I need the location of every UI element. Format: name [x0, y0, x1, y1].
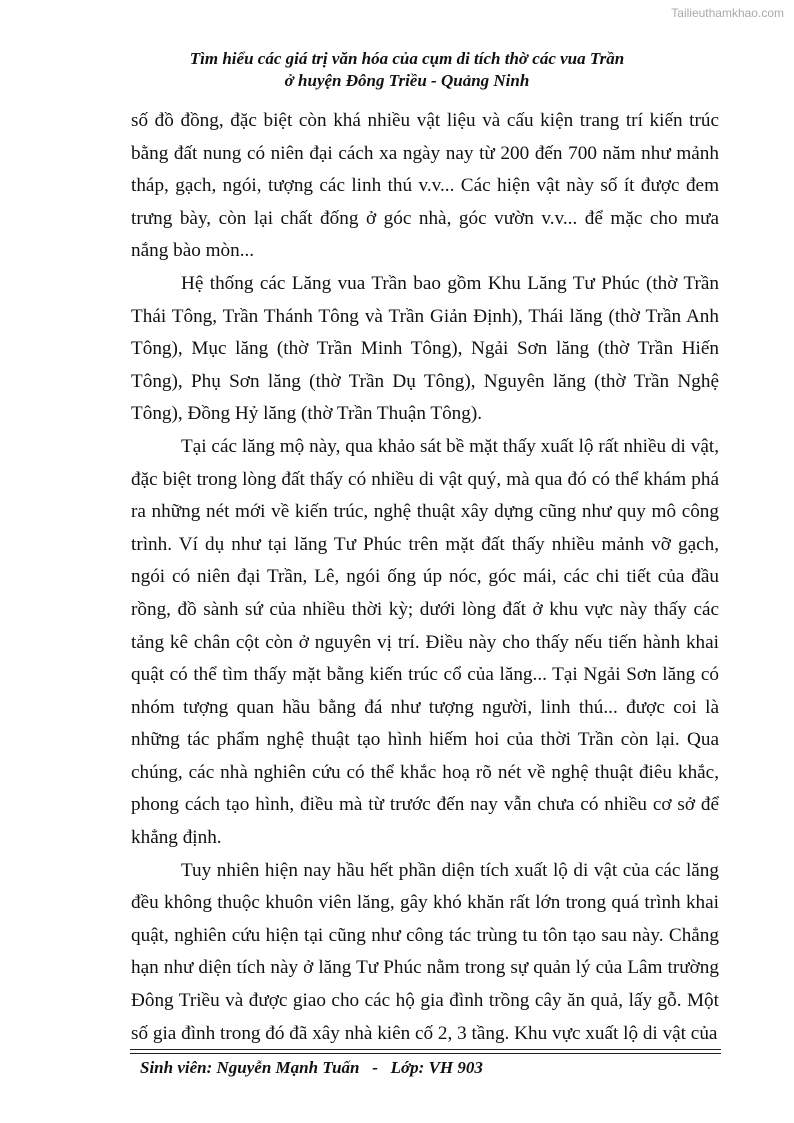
paragraph-2: Hệ thống các Lăng vua Trần bao gồm Khu Lăng Tư Phúc (thờ Trần Thái Tông, Trần Thánh Tông và Trần Giản Định), Thái lăng (thờ Trần Anh Tông), Mục lăng (thờ Trần Minh Tông), Ngải Sơn lăng (thờ Trần Hiến Tông), Phụ Sơn lăng (thờ Trần Dụ Tông), Nguyên lăng (thờ Trần Nghệ Tông), Đồng Hỷ lăng (thờ Trần Thuận Tông). [131, 272, 719, 425]
header-title-line1: Tìm hiểu các giá trị văn hóa của cụm di tích thờ các vua Trần [189, 49, 625, 68]
paragraph-3: Tại các lăng mộ này, qua khảo sát bề mặt thấy xuất lộ rất nhiều di vật, đặc biệt trong lòng đất thấy có nhiều di vật quý, mà qua đó có thể khám phá ra những nét mới về kiến trúc, nghệ thuật xây dựng cũng như quy mô công trình. Ví dụ như tại lăng Tư Phúc trên mặt đất thấy nhiều mảnh vỡ gạch, ngói có niên đại Trần, Lê, ngói ống úp nóc, góc mái, các chi tiết của đầu rồng, đồ sành sứ của nhiều thời kỳ; dưới lòng đất ở khu vực này thấy các tảng kê chân cột còn ở nguyên vị trí. Điều này cho thấy nếu tiến hành khai quật có thể tìm thấy mặt bằng kiến trúc cổ của lăng... Tại Ngải Sơn lăng có nhóm tượng quan hầu bằng đá như tượng người, linh thú... được coi là những tác phẩm nghệ thuật tạo hình hiếm hoi của thời Trần còn lại. Qua chúng, các nhà nghiên cứu có thể khắc hoạ rõ nét về nghệ thuật điêu khắc, phong cách tạo hình, điều mà từ trước đến nay vẫn chưa có nhiều cơ sở để khẳng định. [131, 435, 719, 849]
footer-divider [130, 1049, 721, 1050]
page-header [0, 48, 794, 92]
watermark: Tailieuthamkhao.com [671, 6, 784, 20]
footer-student: Sinh viên: Nguyễn Mạnh Tuấn [140, 1058, 360, 1077]
footer-separator: - [359, 1058, 391, 1077]
paragraph-1: số đồ đồng, đặc biệt còn khá nhiều vật liệu và cấu kiện trang trí kiến trúc bằng đất nung có niên đại cách xa ngày nay từ 200 đến 700 năm như mảnh tháp, gạch, ngói, tượng các linh thú v.v... Các hiện vật này số ít được đem trưng bày, còn lại chất đống ở góc nhà, góc vườn v.v... để mặc cho mưa nắng bào mòn... [131, 110, 719, 262]
document-body [131, 105, 719, 1050]
header-title-line2: ở huyện Đông Triều - Quảng Ninh [284, 71, 530, 90]
footer-divider-thin [130, 1053, 721, 1054]
footer-class: Lớp: VH 903 [390, 1058, 483, 1077]
paragraph-4: Tuy nhiên hiện nay hầu hết phần diện tích xuất lộ di vật của các lăng đều không thuộc khuôn viên lăng, gây khó khăn rất lớn trong quá trình khai quật, nghiên cứu hiện tại cũng như công tác trùng tu tôn tạo sau này. Chẳng hạn như diện tích này ở lăng Tư Phúc nằm trong sự quản lý của Lâm trường Đông Triều và được giao cho các hộ gia đình trồng cây ăn quả, lấy gỗ. Một số gia đình trong đó đã xây nhà kiên cố 2, 3 tầng. Khu vực xuất lộ di vật của [131, 859, 719, 1044]
page-footer [140, 1058, 483, 1078]
